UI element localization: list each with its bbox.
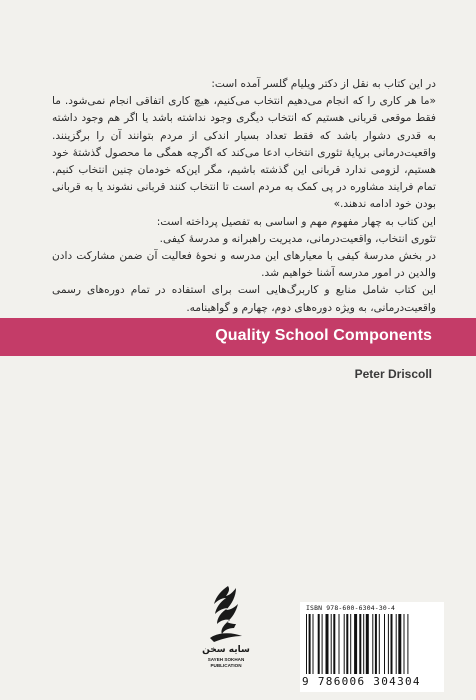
publisher-name-en-2: PUBLICATION bbox=[210, 663, 242, 668]
quill-icon bbox=[210, 586, 242, 642]
publisher-name-fa: سایه سخن bbox=[202, 645, 250, 655]
publisher-name-en: SAYEH SOKHAN bbox=[207, 657, 245, 662]
barcode-block bbox=[300, 602, 444, 692]
concepts-list: تئوری انتخاب، واقعیت‌درمانی، مدیریت راهبرانه و مدرسهٔ کیفی. bbox=[159, 232, 436, 245]
publisher-logo bbox=[196, 582, 256, 672]
description-text bbox=[52, 76, 436, 317]
author-name: Peter Driscoll bbox=[354, 367, 432, 381]
intro-line: در این کتاب به نقل از دکتر ویلیام گلسر آمده است: bbox=[211, 78, 436, 90]
glasser-quote: «ما هر کاری را که انجام می‌دهیم انتخاب می‌کنیم، هیچ کاری اتفاقی انجام نمی‌شود. ما فقط موقعی قربانی هستیم که انتخاب دیگری وجود نداشته باشد یا اگر هم وجود داشته به قدری دشوار باشد که فقط تعداد بسیار اندکی از مردم بتوانند آن را برگزینند. واقعیت‌درمانی برپایهٔ تئوری انتخاب ادعا می‌کند که اگرچه همگی ما محصول گذشتهٔ خود هستیم، لزومی ندارد قربانی این گذشته باشیم، مگر این‌که خودمان چنین انتخاب کنیم. تمام فرایند مشاوره در پی کمک به مردم است تا انتخاب کنند قربانی نشوند یا به قربانی بودن خود ادامه ندهند.» bbox=[52, 95, 436, 211]
title-band bbox=[0, 318, 476, 356]
barcode-digits: 9 786006 304304 bbox=[302, 675, 421, 688]
barcode-bars bbox=[306, 614, 438, 674]
concepts-line: این کتاب به چهار مفهوم مهم و اساسی به تفصیل پرداخته است: bbox=[156, 215, 436, 228]
book-title: Quality School Components bbox=[215, 327, 432, 344]
isbn-label: ISBN 978-600-6304-30-4 bbox=[306, 604, 396, 612]
quality-school-paragraph: در بخش مدرسهٔ کیفی با معیارهای این مدرسه و نحوهٔ فعالیت آن ضمن مشارکت دادن والدین در امور مدرسه آشنا خواهیم شد. bbox=[52, 250, 436, 280]
resources-paragraph: این کتاب شامل منابع و کاربرگ‌هایی است برای استفاده در تمام دوره‌های رسمی واقعیت‌درمانی، به ویژه دوره‌های دوم، چهارم و گواهینامه. bbox=[52, 284, 436, 314]
